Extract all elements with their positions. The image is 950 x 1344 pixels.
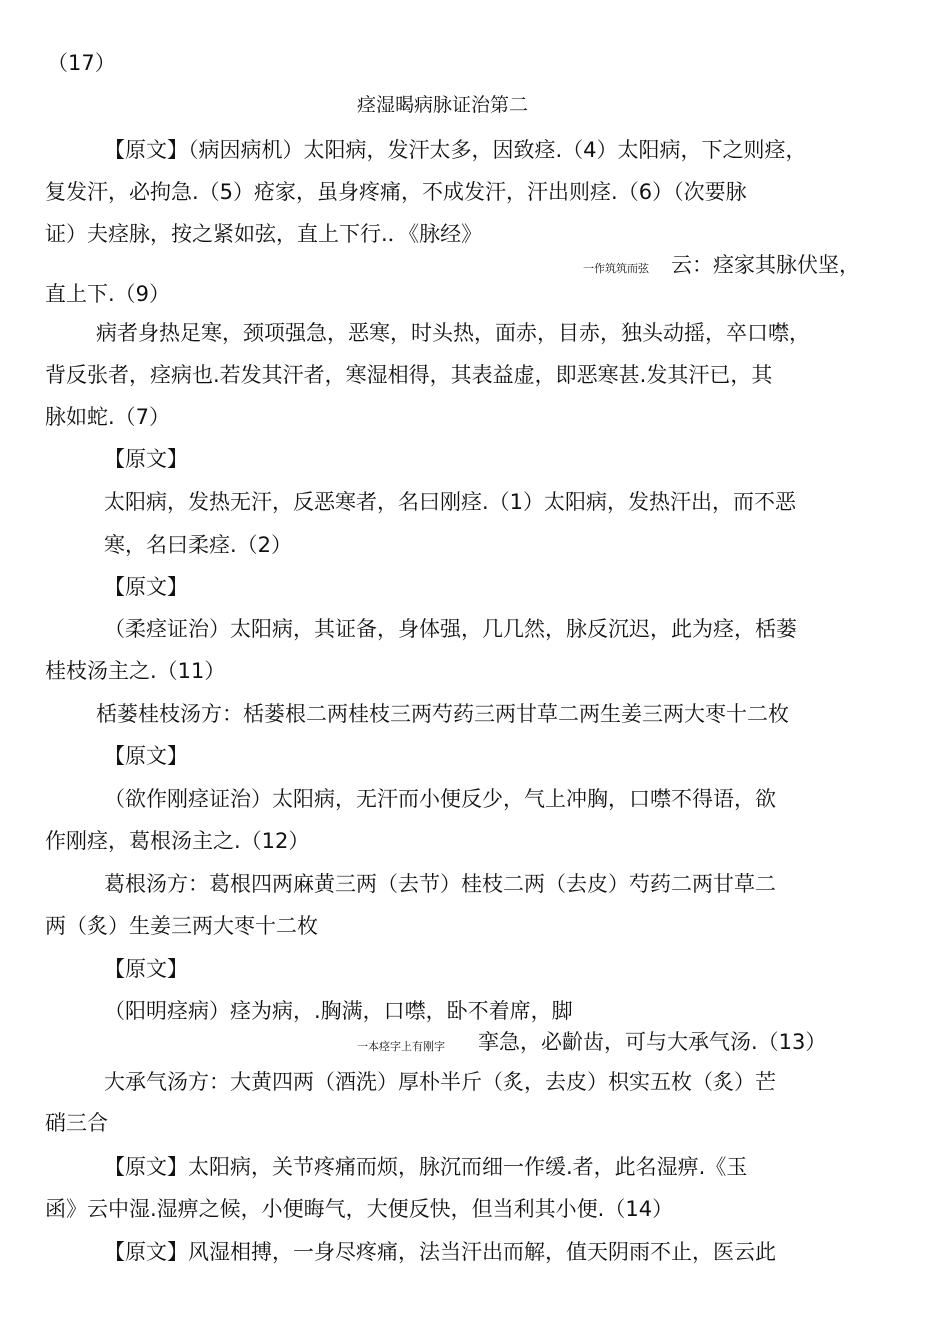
text-line: 桂枝汤主之.（11） [45, 659, 226, 683]
section-heading: 【原文】 [104, 744, 188, 768]
section-heading: 【原文】 [104, 447, 188, 471]
section-heading: 【原文】 [104, 575, 188, 599]
text-line: 证）夫痉脉，按之紧如弦，直上下行.．《脉经》 [45, 222, 483, 246]
text-line: 病者身热足寒，颈项强急，恶寒，时头热，面赤，目赤，独头动摇，卒口噤， [96, 321, 810, 345]
section-heading: 【原文】 [104, 957, 188, 981]
chapter-title: 痉湿暍病脉证治第二 [357, 94, 529, 116]
text-line: 复发汗，必拘急.（5）疮家，虽身疼痛，不成发汗，汗出则痉.（6）（次要脉 [45, 180, 747, 204]
text-line: 直上下.（9） [45, 282, 171, 306]
text-line: 两（炙）生姜三两大枣十二枚 [45, 914, 318, 938]
text-line: 葛根汤方：葛根四两麻黄三两（去节）桂枝二两（去皮）芍药二两甘草二 [104, 872, 776, 896]
text-line: 太阳病，发热无汗，反恶寒者，名曰刚痉.（1）太阳病，发热汗出，而不恶 [104, 490, 797, 514]
text-line: 栝蒌桂枝汤方：栝蒌根二两桂枝三两芍药三两甘草二两生姜三两大枣十二枚 [96, 702, 789, 726]
text-line: （欲作刚痉证治）太阳病，无汗而小便反少，气上冲胸，口噤不得语，欲 [104, 787, 776, 811]
text-line: 大承气汤方：大黄四两（酒洗）厚朴半斤（炙，去皮）枳实五枚（炙）芒 [104, 1070, 776, 1094]
text-line: 云：痉家其脉伏坚， [671, 253, 860, 277]
text-line: 寒，名曰柔痉.（2） [104, 533, 293, 557]
annotation-note: 一本痉字上有刚字 [357, 1040, 445, 1053]
annotation-note: 一作筑筑而弦 [583, 262, 649, 275]
text-line: 挛急，必齘齿，可与大承气汤.（13） [478, 1030, 827, 1054]
text-line: 【原文】太阳病，关节疼痛而烦，脉沉而细一作缓.者，此名湿痹.《玉 [104, 1155, 748, 1179]
text-line: 【原文】（病因病机）太阳病，发汗太多，因致痉.（4）太阳病，下之则痉， [104, 138, 807, 162]
text-line: 函》云中湿.湿痹之候，小便晦气，大便反快，但当利其小便.（14） [45, 1197, 674, 1221]
text-line: 【原文】风湿相搏，一身尽疼痛，法当汗出而解，值天阴雨不止，医云此 [104, 1240, 776, 1264]
page-number: （17） [47, 51, 116, 75]
text-line: 作刚痉，葛根汤主之.（12） [45, 829, 310, 853]
text-line: 背反张者，痉病也.若发其汗者，寒湿相得，其表益虚，即恶寒甚.发其汗已，其 [45, 363, 773, 387]
text-line: （阳明痉病）痉为病，.胸满，口噤，卧不着席，脚 [104, 999, 573, 1023]
text-line: 脉如蛇.（7） [45, 405, 171, 429]
text-line: 硝三合 [45, 1111, 108, 1135]
text-line: （柔痉证治）太阳病，其证备，身体强，几几然，脉反沉迟，此为痉，栝蒌 [104, 617, 797, 641]
